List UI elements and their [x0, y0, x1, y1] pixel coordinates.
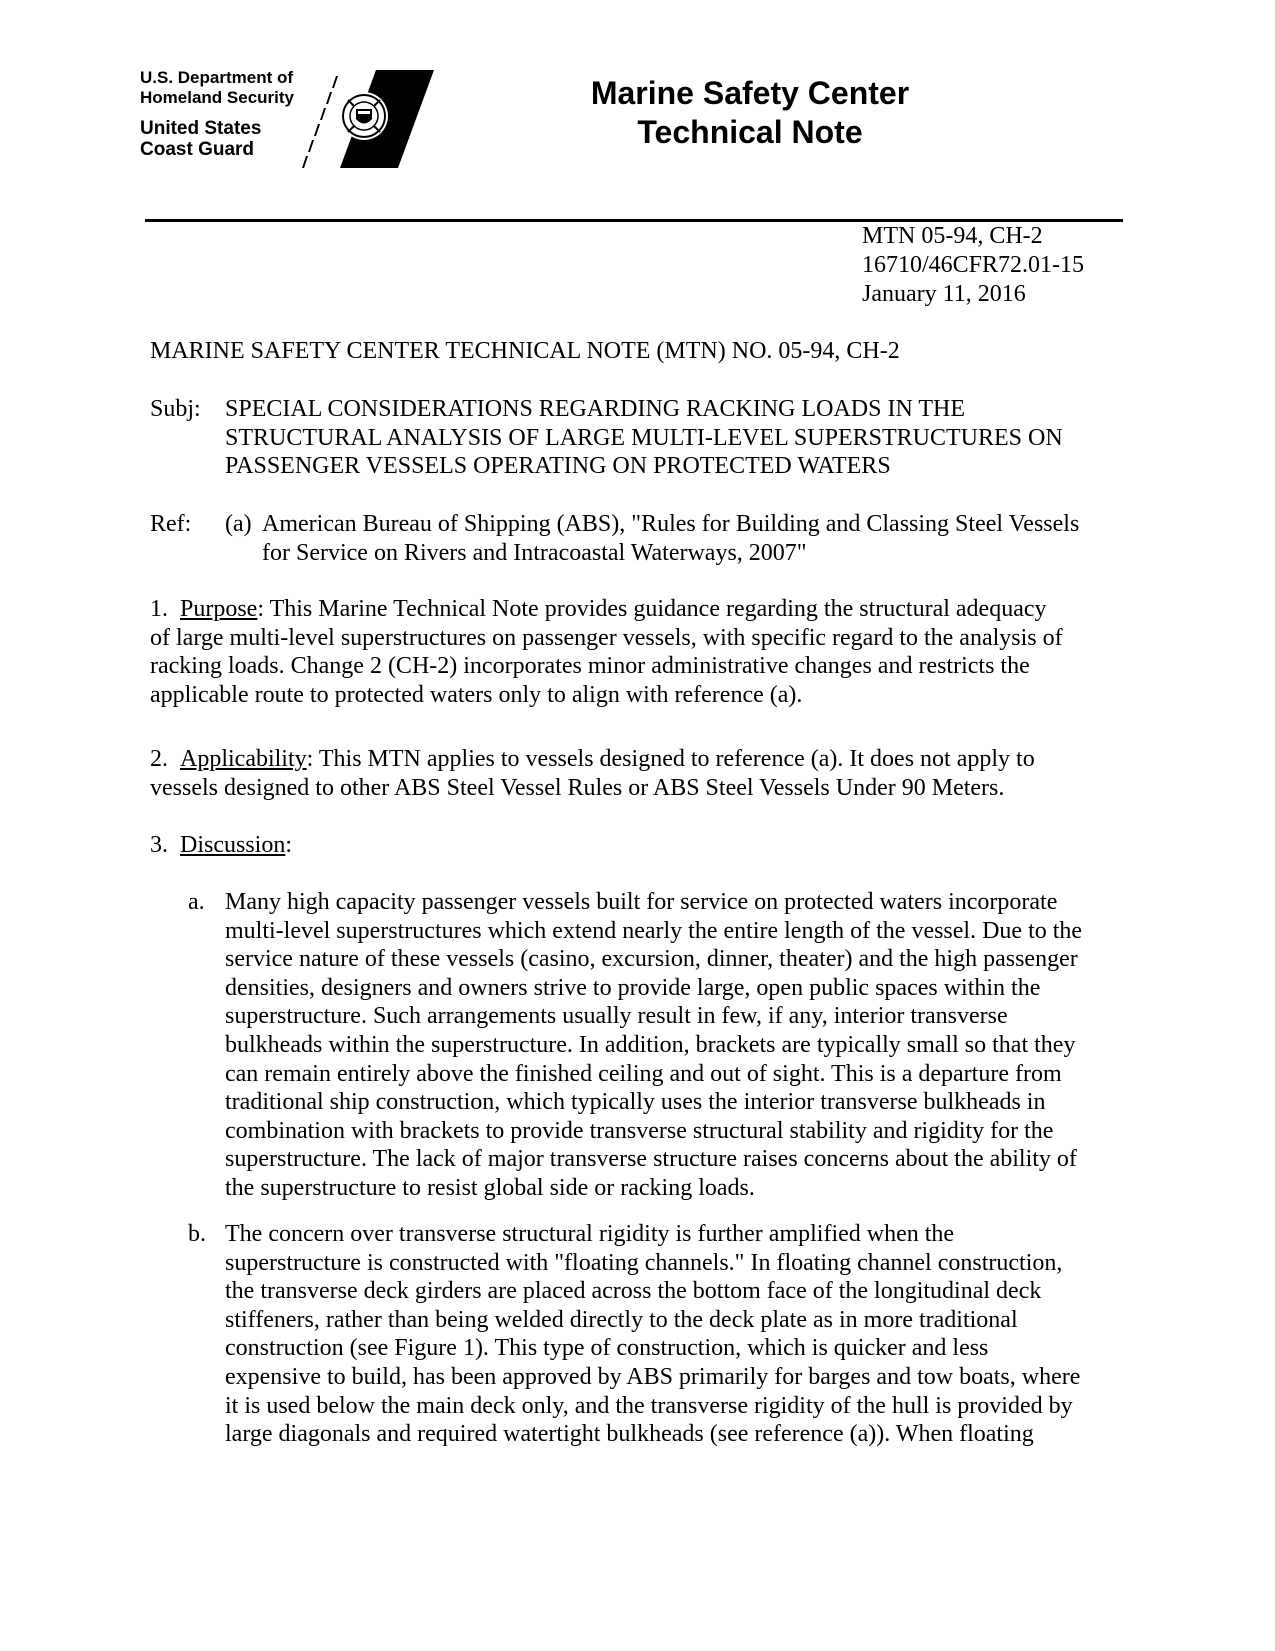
- applicability-paragraph: 2. Applicability: This MTN applies to vessels designed to reference (a). It does not apply to vessels designed to other ABS Steel Vessel Rules or ABS Steel Vessels Under 90 Meters.: [150, 746, 1035, 801]
- dept-name: U.S. Department of Homeland Security: [140, 68, 294, 107]
- discussion-heading: 3. Discussion:: [150, 832, 293, 858]
- reference-item-marker: (a): [225, 511, 252, 537]
- discussion-b-text: The concern over transverse structural rigidity is further amplified when the superstructure is constructed with "floating channels." In floating channel construction, the transverse deck girders are placed across the bottom face of the longitudinal deck stiffeners, rather than being welded directly to the deck plate as in more traditional construction (see Figure 1). This type of construction, which is quicker and less expensive to build, has been approved by ABS primarily for barges and tow boats, where it is used below the main deck only, and the transverse rigidity of the hull is provided by large diagonals and required watertight bulkheads (see reference (a)). When floating: [225, 1221, 1081, 1448]
- discussion-a-text: Many high capacity passenger vessels built for service on protected waters incorporate multi-level superstructures which extend nearly the entire length of the vessel. Due to the service nature of these vessels (casino, excursion, dinner, theater) and the high passenger densities, designers and owners strive to provide large, open public spaces within the superstructure. Such arrangements usually result in few, if any, interior transverse bulkheads within the superstructure. In addition, brackets are typically small so that they can remain entirely above the finished ceiling and out of sight. This is a departure from traditional ship construction, which typically uses the interior transverse bulkheads in combination with brackets to provide transverse structural stability and rigidity for the superstructure. The lack of major transverse structure raises concerns about the ability of the superstructure to resist global side or racking loads.: [225, 889, 1083, 1201]
- purpose-label: Purpose: [180, 596, 258, 622]
- mtn-number: MTN 05-94, CH-2: [862, 223, 1043, 249]
- document-date: January 11, 2016: [862, 281, 1026, 307]
- discussion-a-label: a.: [188, 889, 205, 915]
- reference-label: Ref:: [150, 511, 192, 537]
- document-meta: [862, 222, 1084, 309]
- applicability-label: Applicability: [180, 746, 307, 772]
- subject-text: SPECIAL CONSIDERATIONS REGARDING RACKING LOADS IN THE STRUCTURAL ANALYSIS OF LARGE MULTI-LEVEL SUPERSTRUCTURES ON PASSENGER VESSELS OPERATING ON PROTECTED WATERS: [225, 396, 1063, 479]
- agency-block: [140, 68, 294, 160]
- ssic-code: 16710/46CFR72.01-15: [862, 252, 1085, 278]
- reference-text: American Bureau of Shipping (ABS), "Rules for Building and Classing Steel Vessels for Service on Rivers and Intracoastal Waterways, 2007": [262, 511, 1080, 566]
- coast-guard-name: United States Coast Guard: [140, 118, 262, 160]
- subject-label: Subj:: [150, 396, 201, 422]
- coast-guard-logo-icon: [298, 70, 434, 170]
- document-title: Marine Safety Center Technical Note: [590, 75, 910, 150]
- purpose-paragraph: 1. Purpose: This Marine Technical Note provides guidance regarding the structural adequacy of large multi-level superstructures on passenger vessels, with specific regard to the analysis of racking loads. Change 2 (CH-2) incorporates minor administrative changes and restricts the applicable route to protected waters only to align with reference (a).: [150, 596, 1063, 708]
- discussion-b-label: b.: [188, 1221, 206, 1247]
- discussion-label: Discussion: [180, 832, 286, 858]
- mtn-heading: MARINE SAFETY CENTER TECHNICAL NOTE (MTN) NO. 05-94, CH-2: [150, 338, 900, 364]
